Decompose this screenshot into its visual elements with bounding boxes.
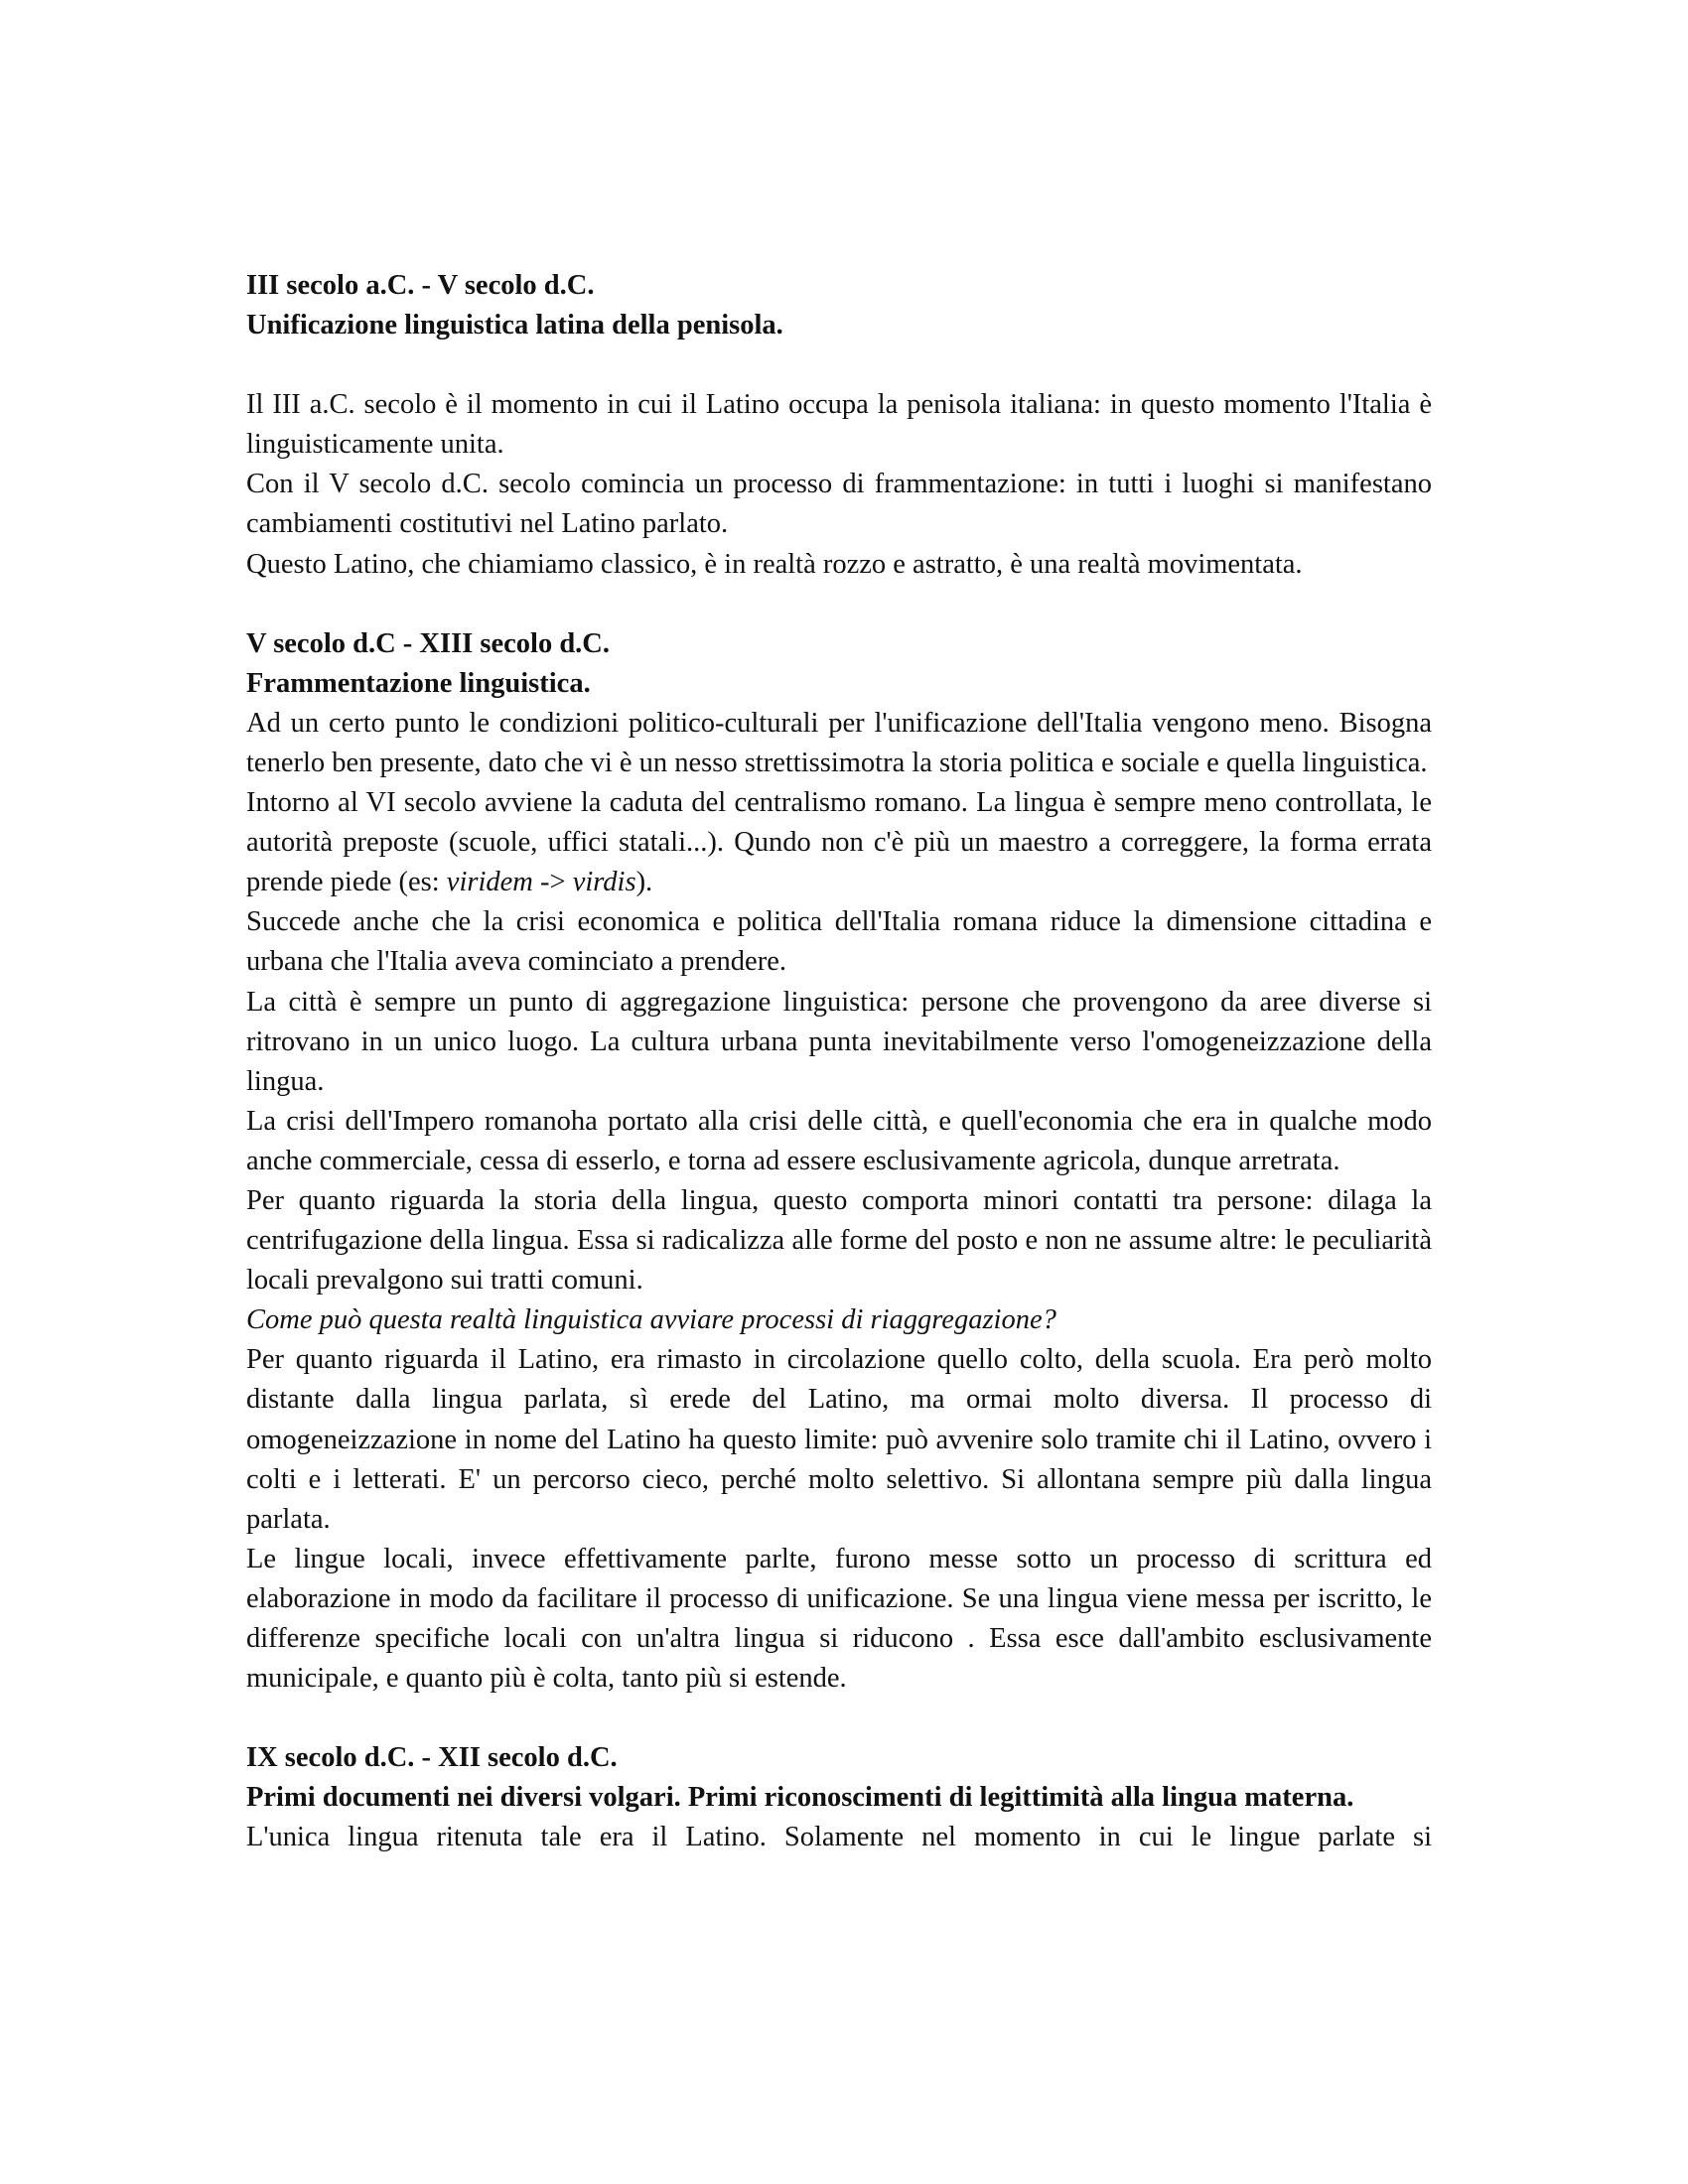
question-line: Come può questa realtà linguistica avviare processi di riaggregazione? — [246, 1304, 1056, 1336]
paragraph: Il III a.C. secolo è il momento in cui il Latino occupa la penisola italiana: in questo momento l'Italia è linguisticamente unita. — [246, 389, 1432, 461]
section-heading-dates: V secolo d.C - XIII secolo d.C. — [246, 627, 611, 659]
paragraph: Per quanto riguarda il Latino, era rimasto in circolazione quello colto, della scuola. Era però molto distante dalla lingua parlata, sì erede del Latino, ma ormai molto diversa. Il processo di omogeneizzazione in nome del Latino ha questo limite: può avvenire solo tramite chi il Latino, ovvero i colti e i letterati. E' un percorso cieco, perché molto selettivo. Si allontana sempre più dalla lingua parlata. — [246, 1344, 1432, 1535]
section-first-vernacular-documents — [246, 1738, 1432, 1857]
example-word-virdis: virdis — [572, 867, 636, 898]
section-linguistic-fragmentation — [246, 624, 1432, 1700]
example-arrow: -> — [532, 867, 573, 898]
section-heading-title: Frammentazione linguistica. — [246, 667, 591, 699]
example-word-viridem: viridem — [446, 867, 533, 898]
paragraph: La crisi dell'Impero romanoha portato alla crisi delle città, e quell'economia che era in qualche modo anche commerciale, cessa di esserlo, e torna ad essere esclusivamente agricola, dunque arretrata. — [246, 1105, 1432, 1176]
section-heading-title: Primi documenti nei diversi volgari. Primi riconoscimenti di legittimità alla lingua materna. — [246, 1782, 1354, 1814]
paragraph-text-end: ). — [635, 867, 653, 898]
paragraph: Succede anche che la crisi economica e politica dell'Italia romana riduce la dimensione cittadina e urbana che l'Italia aveva cominciato a prendere. — [246, 906, 1432, 978]
paragraph-text: Intorno al VI secolo avviene la caduta del centralismo romano. La lingua è sempre meno controllata, le autorità preposte (scuole, uffici statali...). Qundo non c'è più un maestro a correggere, la forma errata prende piede (es: — [246, 787, 1432, 898]
paragraph: Le lingue locali, invece effettivamente parlte, furono messe sotto un processo di scrittura ed elaborazione in modo da facilitare il processo di unificazione. Se una lingua viene messa per iscritto, le differenze specifiche locali con un'altra lingua si riducono . Essa esce dall'ambito esclusivamente municipale, e quanto più è colta, tanto più si estende. — [246, 1543, 1432, 1695]
paragraph: La città è sempre un punto di aggregazione linguistica: persone che provengono da aree diverse si ritrovano in un unico luogo. La cultura urbana punta inevitabilmente verso l'omogeneizzazione della lingua. — [246, 986, 1432, 1097]
paragraph: Ad un certo punto le condizioni politico-culturali per l'unificazione dell'Italia vengono meno. Bisogna tenerlo ben presente, dato che vi è un nesso strettissimotra la storia politica e sociale e quella linguistica. — [246, 707, 1432, 778]
section-latin-unification — [246, 266, 1432, 585]
paragraph: Per quanto riguarda la storia della lingua, questo comporta minori contatti tra persone: dilaga la centrifugazione della lingua. Essa si radicalizza alle forme del posto e non ne assume altre: le peculiarità locali prevalgono sui tratti comuni. — [246, 1184, 1432, 1297]
document-page — [246, 266, 1432, 1857]
section-heading-dates: III secolo a.C. - V secolo d.C. — [246, 270, 595, 301]
section-heading-dates: IX secolo d.C. - XII secolo d.C. — [246, 1742, 618, 1774]
section-heading-title: Unificazione linguistica latina della penisola. — [246, 310, 783, 341]
paragraph: L'unica lingua ritenuta tale era il Latino. Solamente nel momento in cui le lingue parlate si — [246, 1822, 1432, 1853]
paragraph: Questo Latino, che chiamiamo classico, è in realtà rozzo e astratto, è una realtà movimentata. — [246, 548, 1303, 580]
paragraph: Con il V secolo d.C. secolo comincia un processo di frammentazione: in tutti i luoghi si manifestano cambiamenti costitutivi nel Latino parlato. — [246, 469, 1432, 540]
paragraph-with-example — [246, 783, 1432, 902]
